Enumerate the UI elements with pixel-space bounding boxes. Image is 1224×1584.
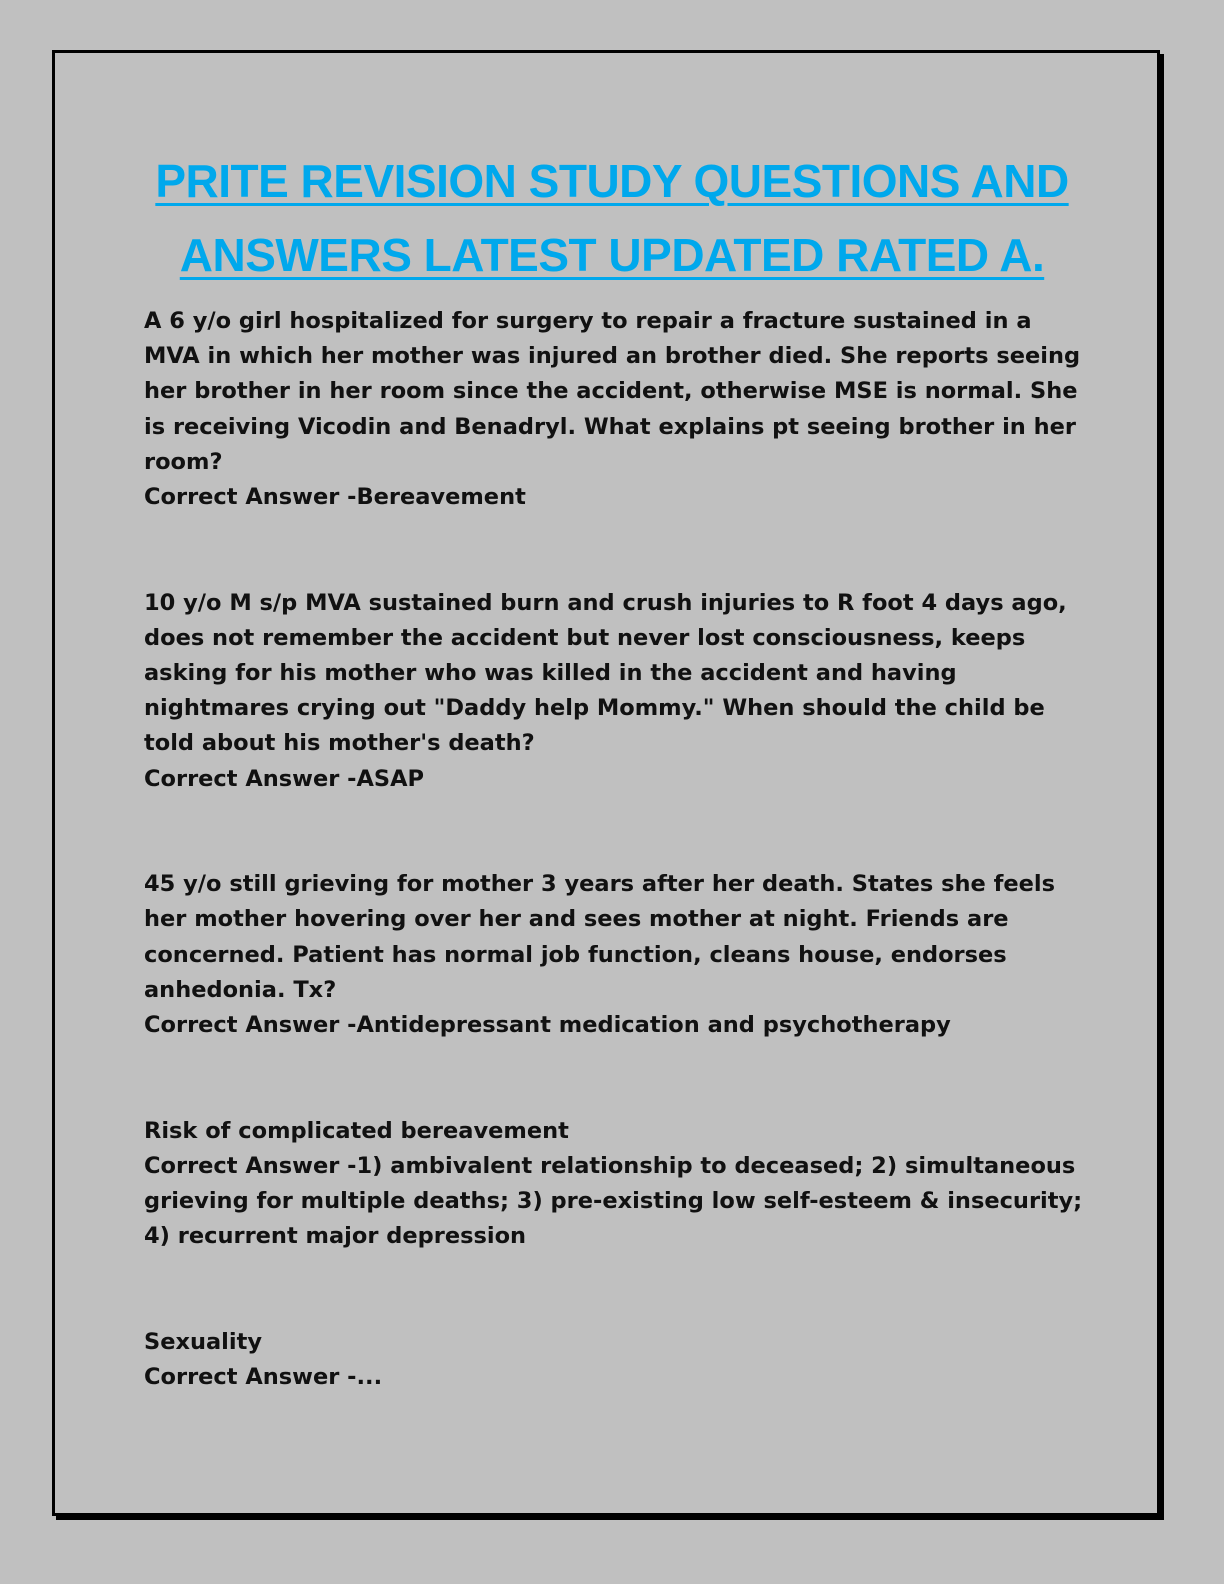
qa-item <box>144 304 1084 515</box>
qa-item <box>144 867 1084 1043</box>
answer-text: Correct Answer -1) ambivalent relationship to deceased; 2) simultaneous grieving for multiple deaths; 3) pre-existing low self-esteem & insecurity; 4) recurrent major depression <box>144 1152 1083 1250</box>
answer-text: Correct Answer -... <box>144 1364 383 1391</box>
title-line-2: ANSWERS LATEST UPDATED RATED A. <box>179 229 1045 281</box>
question-text: Sexuality <box>144 1328 263 1355</box>
qa-item <box>144 586 1084 797</box>
question-text: Risk of complicated bereavement <box>144 1117 569 1144</box>
document-title <box>100 144 1124 292</box>
title-line-1: PRITE REVISION STUDY QUESTIONS AND <box>155 155 1069 207</box>
question-text: 45 y/o still grieving for mother 3 years after her death. States she feels her mother hovering over her and sees mother at night. Friends are concerned. Patient has normal job function, cleans house, endorses anhedonia. Tx? <box>144 871 1056 1003</box>
answer-text: Correct Answer -Bereavement <box>144 484 526 511</box>
spacer <box>144 797 1084 867</box>
answer-text: Correct Answer -Antidepressant medication and psychotherapy <box>144 1012 951 1039</box>
spacer <box>144 1043 1084 1113</box>
spacer <box>144 515 1084 585</box>
question-text: A 6 y/o girl hospitalized for surgery to repair a fracture sustained in a MVA in which her mother was injured an brother died. She reports seeing her brother in her room since the accident, otherwise MSE is normal. She is receiving Vicodin and Benadryl. What explains pt seeing brother in her room? <box>144 308 1081 475</box>
question-text: 10 y/o M s/p MVA sustained burn and crush injuries to R foot 4 days ago, does not remember the accident but never lost consciousness, keeps asking for his mother who was killed in the accident and having nightmares crying out "Daddy help Mommy." When should the child be told about his mother's death? <box>144 589 1067 757</box>
spacer <box>144 1254 1084 1324</box>
qa-item <box>144 1114 1084 1255</box>
answer-text: Correct Answer -ASAP <box>144 765 425 792</box>
document-body <box>144 304 1084 1395</box>
qa-item <box>144 1325 1084 1395</box>
